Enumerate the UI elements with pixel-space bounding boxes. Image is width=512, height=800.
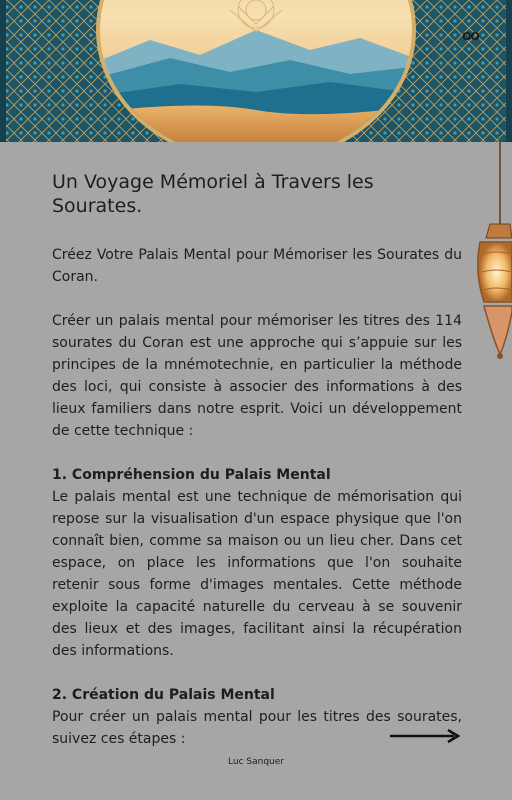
section-body: Le palais mental est une technique de mémorisation qui repose sur la visualisation d'un espace physique que l'on connaît bien, comme sa maison ou un lieu cher. Dans cet espace, on place les informations que l'on souhaite retenir sous forme d'images mentales. Cette méthode exploite la capacité naturelle du cerveau à se souvenir des lieux et des images, facilitant ainsi la récupération des informations.: [52, 489, 462, 659]
page-title: Un Voyage Mémoriel à Travers les Sourates.: [52, 171, 374, 217]
intro-paragraph: Créer un palais mental pour mémoriser les titres des 114 sourates du Coran est une approche qui s’appuie sur les principes de la mnémotechnie, en particulier la méthode des loci, qui consiste à associer des informations à des lieux familiers dans notre esprit. Voici un développement de cette technique :: [52, 313, 462, 439]
lantern-icon: [466, 142, 512, 362]
section-heading: 2. Création du Palais Mental: [52, 687, 275, 703]
header-illustration: [0, 0, 512, 142]
section-heading: 1. Compréhension du Palais Mental: [52, 467, 331, 483]
header-badge: OO: [462, 30, 479, 43]
article: [52, 142, 462, 750]
subtitle: Créez Votre Palais Mental pour Mémoriser les Sourates du Coran.: [52, 247, 462, 285]
section-body: Pour créer un palais mental pour les titres des sourates, suivez ces étapes :: [52, 709, 462, 747]
author-name: Luc Sanquer: [228, 757, 284, 767]
arrow-right-icon[interactable]: [388, 726, 464, 746]
